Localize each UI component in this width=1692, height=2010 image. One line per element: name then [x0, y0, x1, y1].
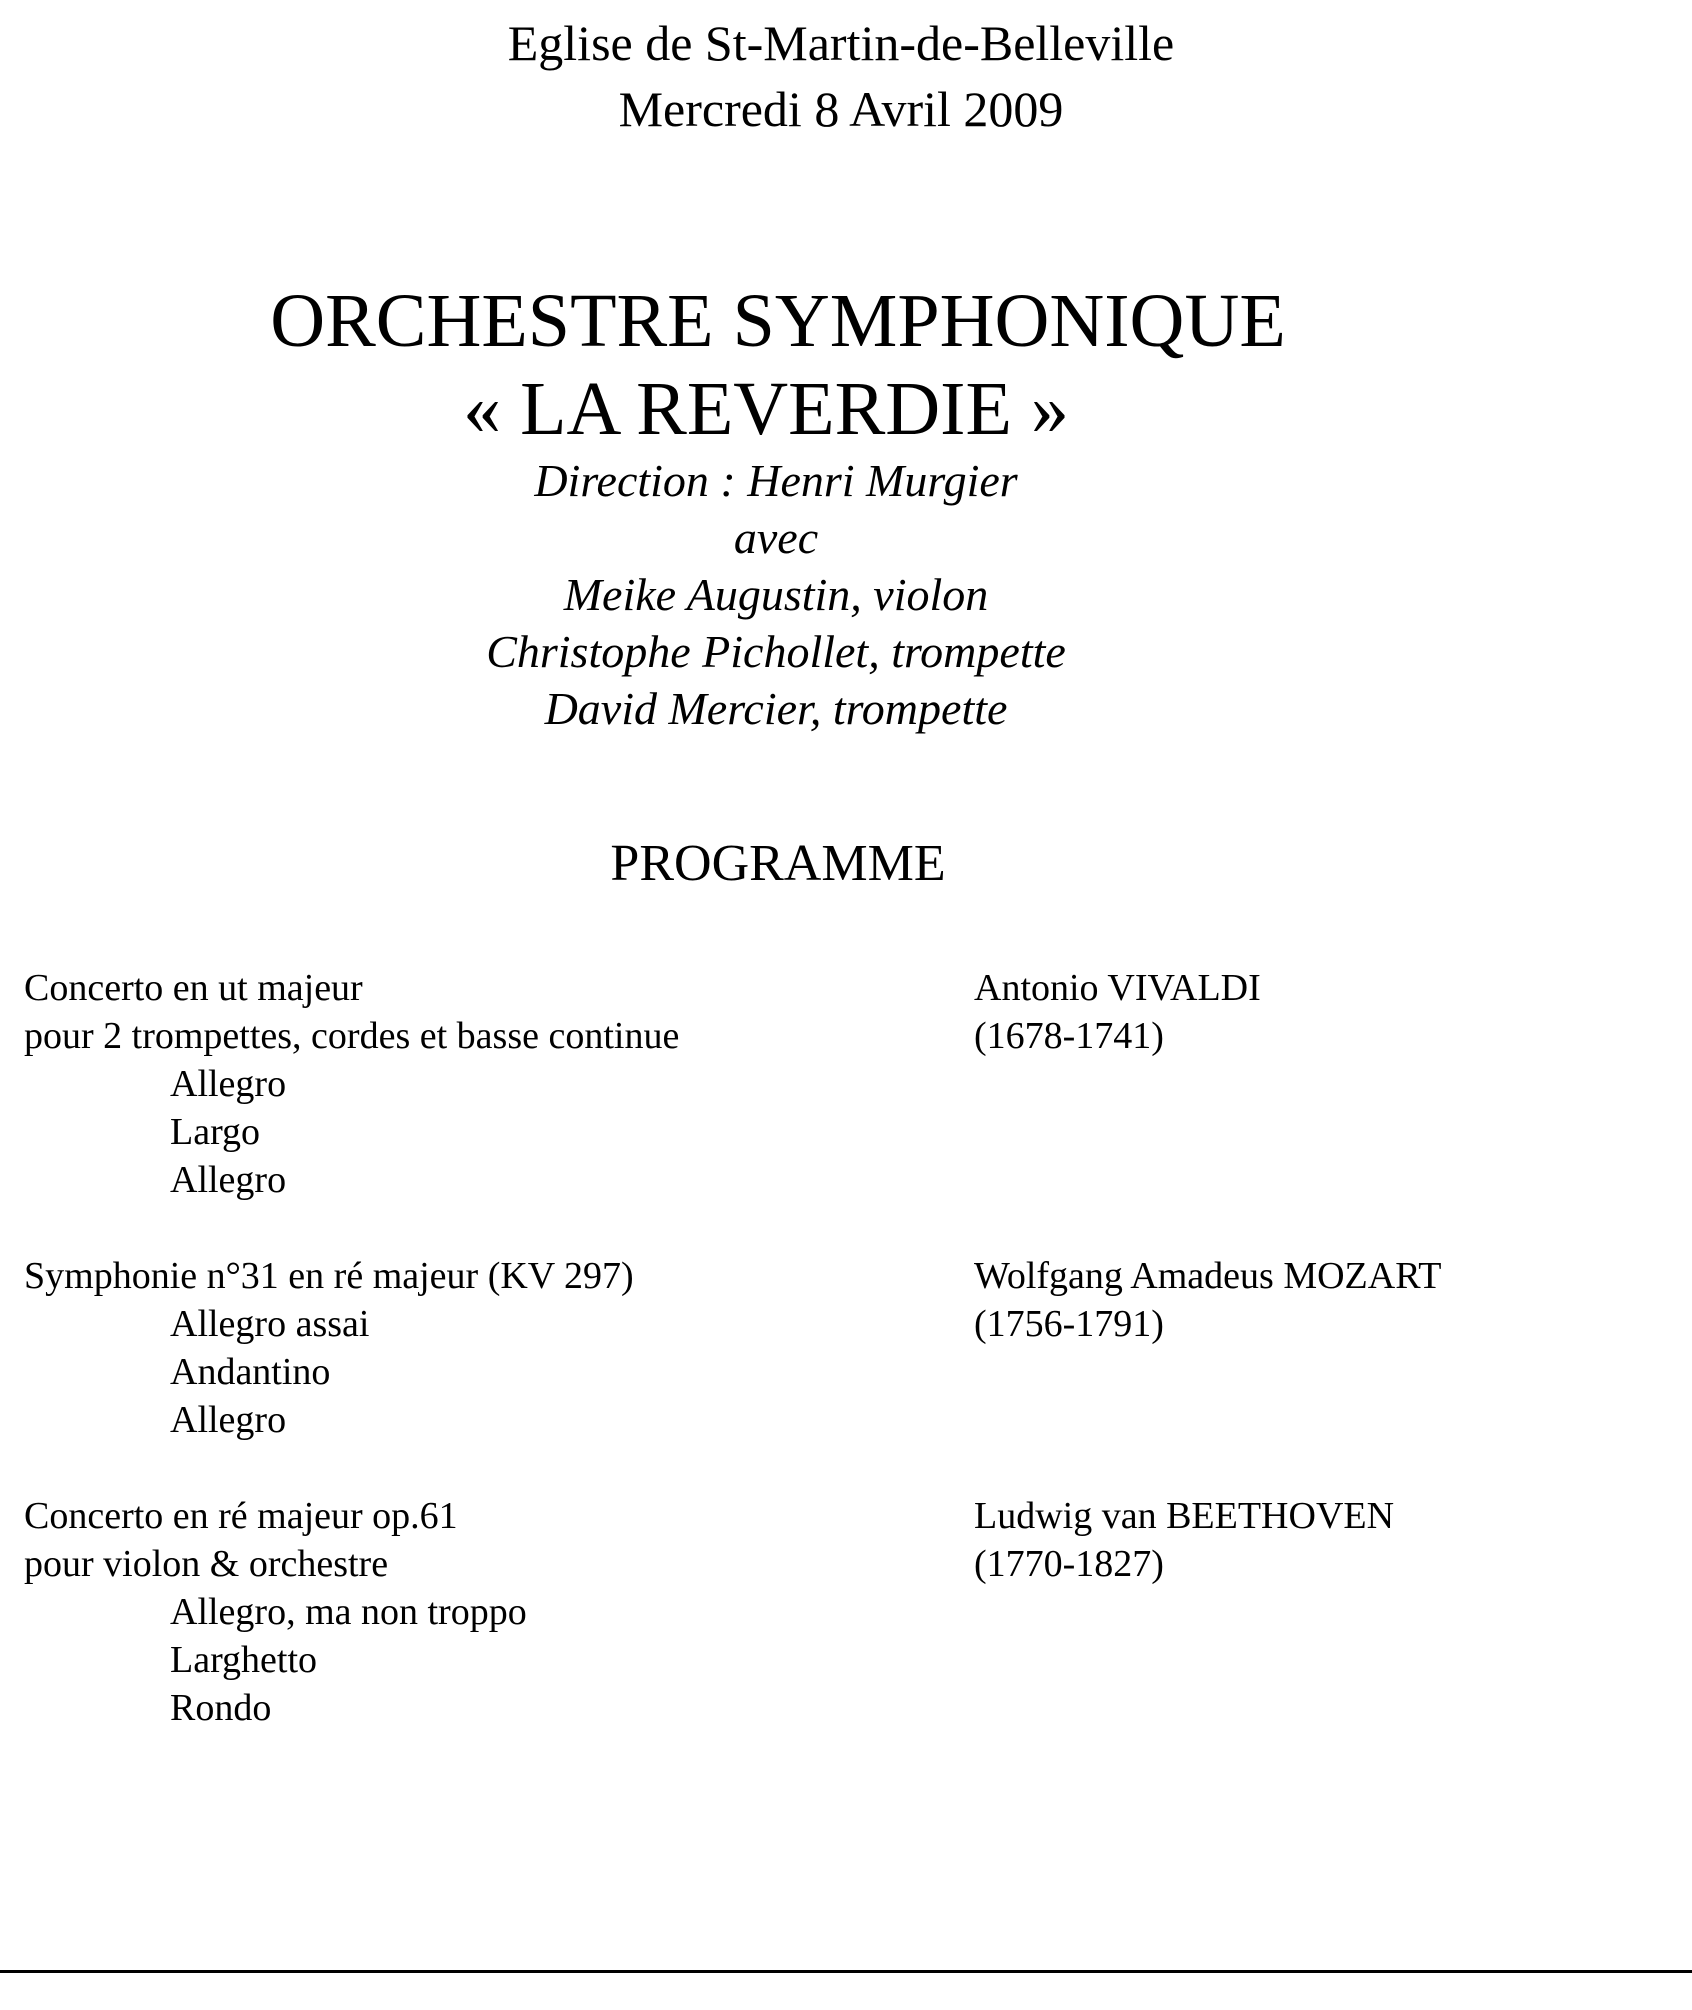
date-text: Mercredi 8 Avril 2009 — [618, 81, 1064, 137]
composer-years: (1678-1741) — [974, 1015, 1164, 1057]
movement-line: Allegro — [170, 1063, 287, 1105]
movement-line: Allegro, ma non troppo — [170, 1591, 527, 1633]
work-block — [24, 964, 964, 1204]
orchestra-name: « LA REVERDIE » — [463, 367, 1069, 451]
work-title-line: pour 2 trompettes, cordes et basse continue — [24, 1015, 680, 1057]
venue-text: Eglise de St-Martin-de-Belleville — [507, 15, 1175, 71]
movement-line: Allegro — [170, 1399, 287, 1441]
work-title-line: pour violon & orchestre — [24, 1543, 389, 1585]
soloist-line: Meike Augustin, violon — [563, 569, 989, 620]
soloist-line: Christophe Pichollet, trompette — [486, 626, 1066, 677]
movement-line: Larghetto — [170, 1639, 318, 1681]
bottom-divider — [0, 1970, 1692, 1973]
movement-line: Largo — [170, 1111, 261, 1153]
work-block — [24, 1492, 964, 1732]
programme-heading: PROGRAMME — [610, 835, 946, 892]
programme-piece — [24, 964, 1664, 1204]
composer-block — [974, 964, 1654, 1060]
movement-line: Allegro — [170, 1159, 287, 1201]
work-title-line: Symphonie n°31 en ré majeur (KV 297) — [24, 1255, 634, 1297]
composer-name: Wolfgang Amadeus MOZART — [974, 1255, 1442, 1297]
soloist-line: David Mercier, trompette — [544, 683, 1008, 734]
credits-block — [0, 452, 1622, 737]
composer-block — [974, 1252, 1654, 1348]
movement-line: Andantino — [170, 1351, 331, 1393]
composer-name: Ludwig van BEETHOVEN — [974, 1495, 1395, 1537]
composer-years: (1756-1791) — [974, 1303, 1164, 1345]
programme-piece — [24, 1492, 1664, 1732]
work-title-line: Concerto en ré majeur op.61 — [24, 1495, 458, 1537]
direction-text: Direction : Henri Murgier — [534, 455, 1018, 506]
work-block — [24, 1252, 964, 1444]
composer-name: Antonio VIVALDI — [974, 967, 1261, 1009]
avec-text: avec — [733, 512, 819, 563]
composer-block — [974, 1492, 1654, 1588]
orchestra-title: ORCHESTRE SYMPHONIQUE — [270, 279, 1286, 363]
movement-line: Rondo — [170, 1687, 272, 1729]
venue-line — [0, 12, 1687, 74]
programme-piece — [24, 1252, 1664, 1444]
date-line — [0, 78, 1687, 140]
programme-list — [24, 964, 1664, 1780]
movement-line: Allegro assai — [170, 1303, 370, 1345]
composer-years: (1770-1827) — [974, 1543, 1164, 1585]
work-title-line: Concerto en ut majeur — [24, 967, 363, 1009]
